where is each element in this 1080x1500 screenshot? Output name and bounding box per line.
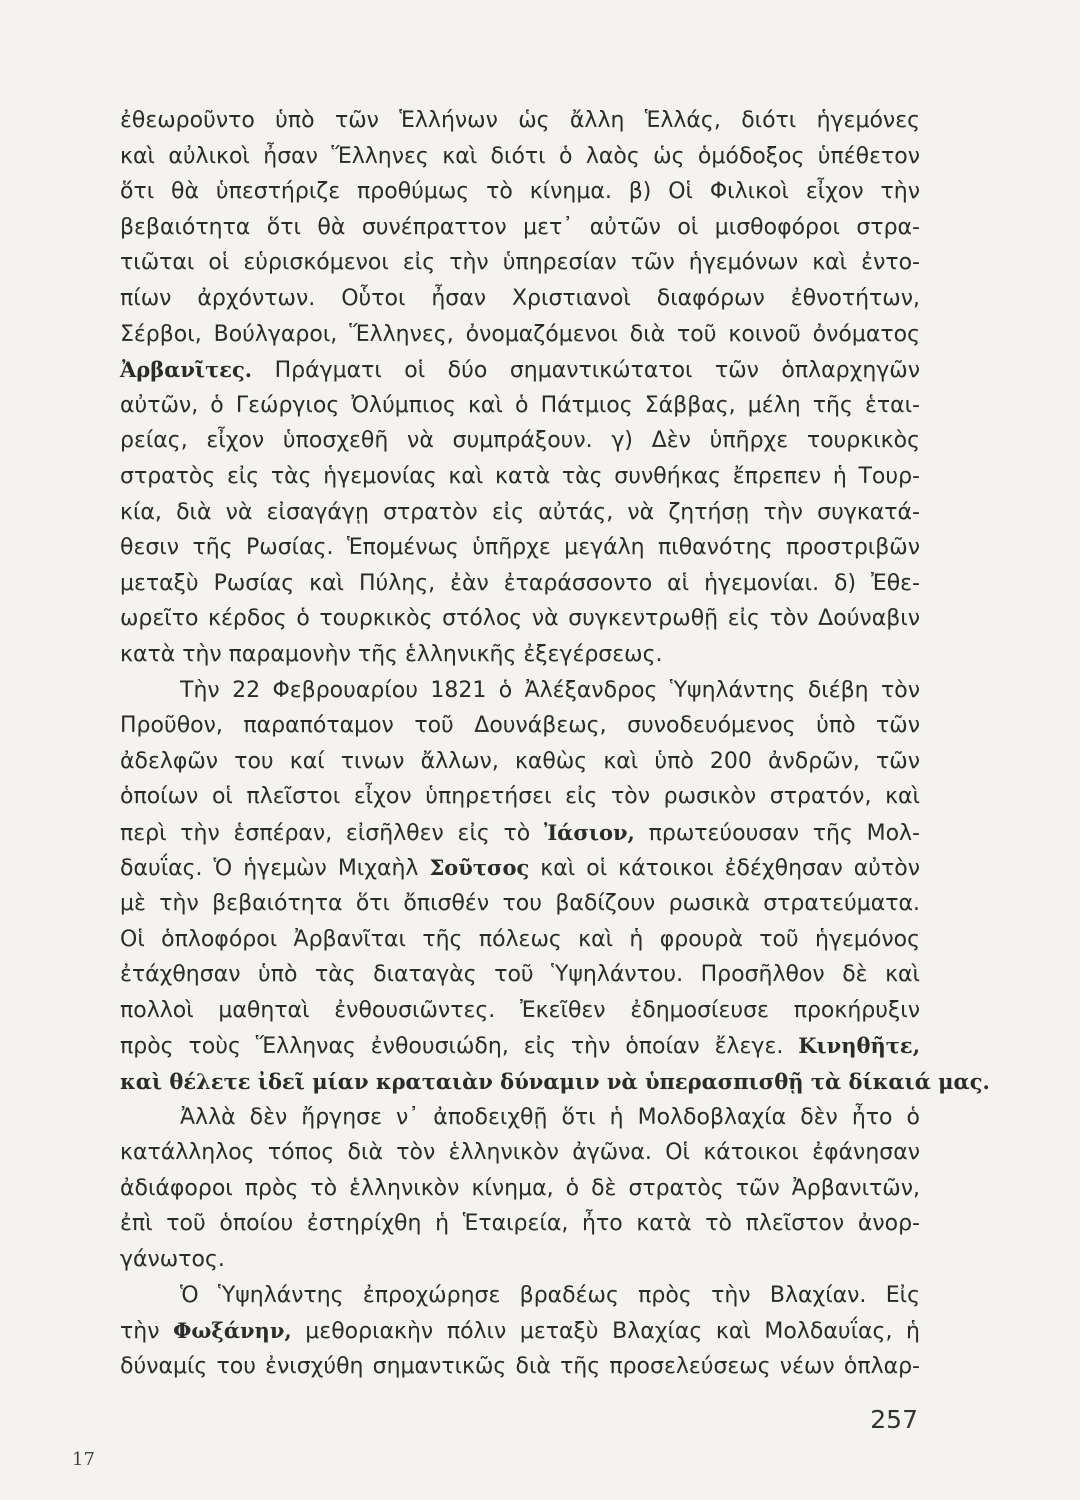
text-line: ἐτάχθησαν ὑπὸ τὰς διαταγὰς τοῦ Ὑψηλάντου. Προσῆλθον δὲ καὶ: [120, 962, 920, 988]
signature-mark: 17: [72, 1449, 95, 1470]
text-line: δύναμίς του ἐνισχύθη σημαντικῶς διὰ τῆς προσελεύσεως νέων ὁπλαρ-: [120, 1353, 920, 1379]
text-line: [120, 352, 920, 388]
text-line: [120, 1064, 990, 1100]
text-line: Ὁ Ὑψηλάντης ἐπροχώρησε βραδέως πρὸς τὴν Βλαχίαν. Εἰς: [180, 1282, 920, 1308]
text-span: πρὸς τοὺς Ἕλληνας ἐνθουσιώδη, εἰς τὴν ὁποίαν ἔλεγε.: [120, 1034, 799, 1060]
text-line: [120, 850, 920, 886]
bold-term: Ἀρβανῖτες.: [120, 357, 253, 383]
text-span: Πράγματι οἱ δύο σημαντικώτατοι τῶν ὁπλαρχηγῶν: [252, 358, 920, 384]
text-span: περὶ τὴν ἑσπέραν, εἰσῆλθεν εἰς τὸ: [120, 820, 544, 846]
body-text: [120, 103, 990, 1384]
text-line: ἐπὶ τοῦ ὁποίου ἐστηρίχθη ἡ Ἑταιρεία, ἦτο κατὰ τὸ πλεῖστον ἀνορ-: [120, 1211, 920, 1237]
text-line: ρείας, εἶχον ὑποσχεθῆ νὰ συμπράξουν. γ) Δὲν ὑπῆρχε τουρκικὸς: [120, 428, 920, 454]
text-span: καὶ οἱ κάτοικοι ἐδέχθησαν αὐτὸν: [529, 856, 920, 882]
bold-term: Κινηθῆτε,: [798, 1033, 920, 1059]
page-number: 257: [870, 1405, 918, 1434]
text-line: ἀδιάφοροι πρὸς τὸ ἑλληνικὸν κίνημα, ὁ δὲ στρατὸς τῶν Ἀρβανιτῶν,: [120, 1175, 920, 1201]
text-line: θεσιν τῆς Ρωσίας. Ἑπομένως ὑπῆρχε μεγάλη πιθανότης προστριβῶν: [120, 535, 920, 561]
text-line: [120, 815, 920, 851]
text-line: [120, 1313, 920, 1349]
bold-term: Φωξάνην,: [173, 1318, 292, 1344]
text-line: Σέρβοι, Βούλγαροι, Ἕλληνες, ὀνομαζόμενοι διὰ τοῦ κοινοῦ ὀνόματος: [120, 321, 920, 347]
text-line: τιῶται οἱ εὑρισκόμενοι εἰς τὴν ὑπηρεσίαν τῶν ἡγεμόνων καὶ ἐντο-: [120, 250, 920, 276]
text-line: Τὴν 22 Φεβρουαρίου 1821 ὁ Ἀλέξανδρος Ὑψηλάντης διέβη τὸν: [180, 677, 920, 703]
text-line: γάνωτος.: [120, 1247, 225, 1272]
text-line: Ἀλλὰ δὲν ἤργησε ν᾽ ἀποδειχθῇ ὅτι ἡ Μολδοβλαχία δὲν ἦτο ὁ: [180, 1104, 920, 1130]
text-line: ἀδελφῶν του καί τινων ἄλλων, καθὼς καὶ ὑπὸ 200 ἀνδρῶν, τῶν: [120, 748, 920, 774]
text-line: βεβαιότητα ὅτι θὰ συνέπραττον μετ᾽ αὐτῶν οἱ μισθοφόροι στρα-: [120, 214, 920, 240]
text-line: ωρεῖτο κέρδος ὁ τουρκικὸς στόλος νὰ συγκεντρωθῇ εἰς τὸν Δούναβιν: [120, 606, 920, 632]
text-line: ὁποίων οἱ πλεῖστοι εἶχον ὑπηρετήσει εἰς τὸν ρωσικὸν στρατόν, καὶ: [120, 784, 920, 810]
text-line: Οἱ ὁπλοφόροι Ἀρβανῖται τῆς πόλεως καὶ ἡ φρουρὰ τοῦ ἡγεμόνος: [120, 926, 920, 952]
text-line: ἐθεωροῦντο ὑπὸ τῶν Ἑλλήνων ὡς ἄλλη Ἑλλάς, διότι ἡγεμόνες: [120, 108, 920, 133]
text-line: πίων ἀρχόντων. Οὗτοι ἦσαν Χριστιανοὶ διαφόρων ἐθνοτήτων,: [120, 285, 920, 311]
bold-term: Σοῦτσος: [429, 855, 530, 881]
text-line: κία, διὰ νὰ εἰσαγάγῃ στρατὸν εἰς αὐτάς, νὰ ζητήσῃ τὴν συγκατά-: [120, 499, 920, 525]
text-line: μεταξὺ Ρωσίας καὶ Πύλης, ἐὰν ἐταράσσοντο αἱ ἡγεμονίαι. δ) Ἐθε-: [120, 570, 920, 596]
text-span: τὴν: [120, 1319, 174, 1345]
text-span: πρωτεύουσαν τῆς Μολ-: [634, 820, 920, 846]
text-line: κατάλληλος τόπος διὰ τὸν ἑλληνικὸν ἀγῶνα. Οἱ κάτοικοι ἐφάνησαν: [120, 1140, 920, 1166]
text-span: δαυΐας. Ὁ ἡγεμὼν Μιχαὴλ: [120, 856, 430, 882]
bold-term: καὶ θέλετε ἰδεῖ μίαν κραταιὰν δύναμιν νὰ ὑπερασπισθῇ τὰ δίκαιά μας.: [120, 1069, 990, 1095]
text-line: [120, 1028, 920, 1064]
text-line: καὶ αὐλικοὶ ἦσαν Ἕλληνες καὶ διότι ὁ λαὸς ὡς ὁμόδοξος ὑπέθετον: [120, 143, 920, 169]
text-line: πολλοὶ μαθηταὶ ἐνθουσιῶντες. Ἐκεῖθεν ἐδημοσίευσε προκήρυξιν: [120, 997, 920, 1023]
bold-term: Ἰάσιον,: [543, 819, 635, 845]
text-line: Προῦθον, παραπόταμον τοῦ Δουνάβεως, συνοδευόμενος ὑπὸ τῶν: [120, 713, 920, 739]
text-line: μὲ τὴν βεβαιότητα ὅτι ὄπισθέν του βαδίζουν ρωσικὰ στρατεύματα.: [120, 891, 920, 917]
text-line: κατὰ τὴν παραμονὴν τῆς ἑλληνικῆς ἐξεγέρσεως.: [120, 641, 663, 667]
text-line: αὐτῶν, ὁ Γεώργιος Ὀλύμπιος καὶ ὁ Πάτμιος Σάββας, μέλη τῆς ἑται-: [120, 392, 920, 418]
text-line: ὅτι θὰ ὑπεστήριζε προθύμως τὸ κίνημα. β) Οἱ Φιλικοὶ εἶχον τὴν: [120, 179, 920, 205]
text-span: μεθοριακὴν πόλιν μεταξὺ Βλαχίας καὶ Μολδαυΐας, ἡ: [291, 1319, 920, 1345]
text-line: στρατὸς εἰς τὰς ἡγεμονίας καὶ κατὰ τὰς συνθήκας ἔπρεπεν ἡ Τουρ-: [120, 463, 920, 489]
